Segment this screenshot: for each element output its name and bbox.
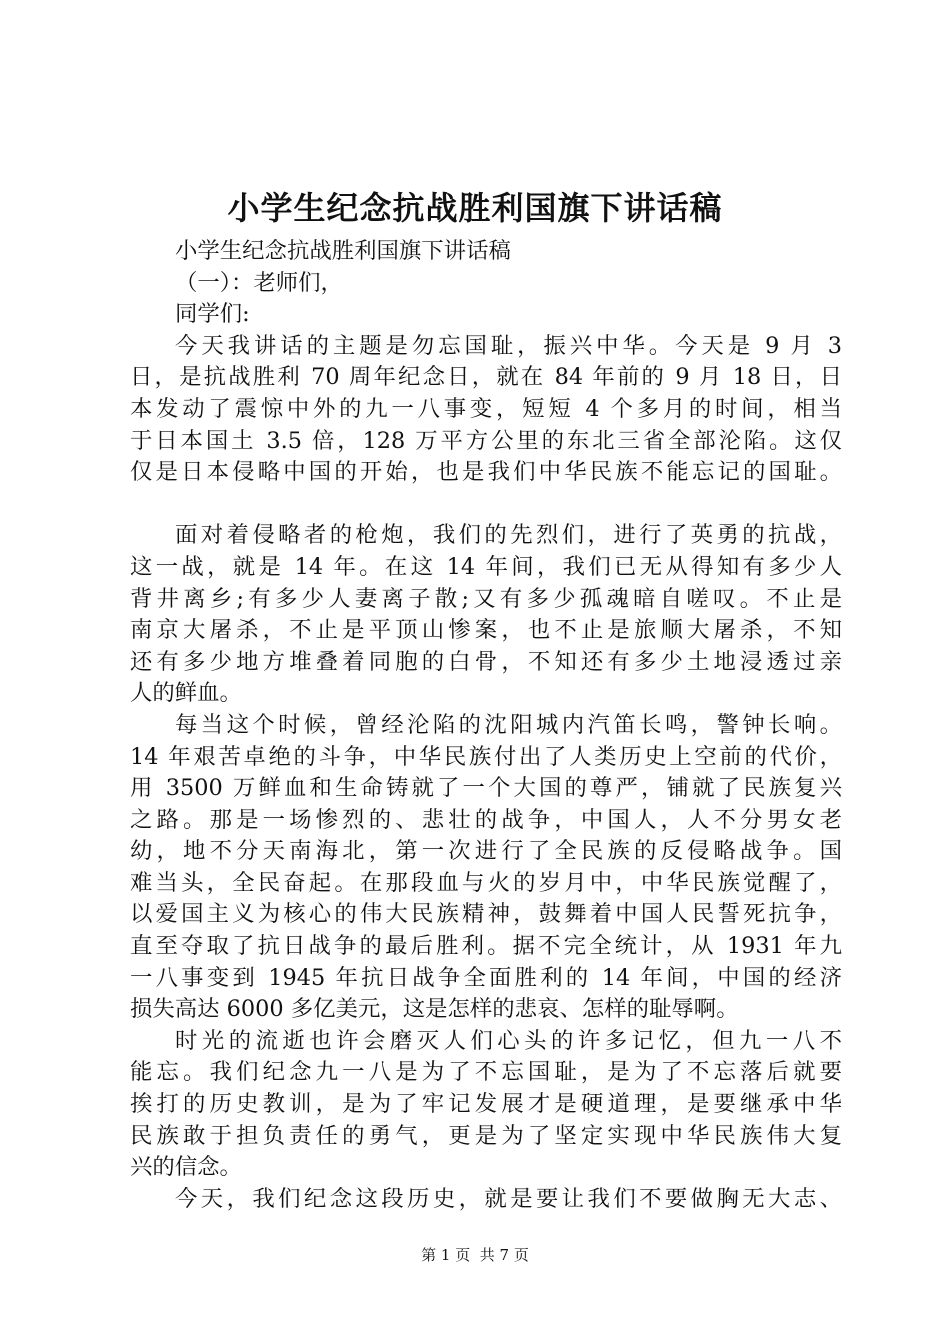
page-footer (0, 1245, 950, 1265)
blank-line (130, 489, 842, 521)
text-line: 用 3500 万鲜血和生命铸就了一个大国的尊严，铺就了民族复兴 (130, 775, 842, 802)
text-line: 以爱国主义为核心的伟大民族精神，鼓舞着中国人民誓死抗争， (130, 901, 842, 928)
text-line: 能忘。我们纪念九一八是为了不忘国耻，是为了不忘落后就要 (130, 1059, 842, 1086)
text-line: 这一战，就是 14 年。在这 14 年间，我们已无从得知有多少人 (130, 553, 842, 580)
text-line: 之路。那是一场惨烈的、悲壮的战争，中国人，人不分男女老 (130, 806, 842, 833)
text-line: 于日本国土 3.5 倍，128 万平方公里的东北三省全部沦陷。这仅 (130, 427, 842, 454)
text-line: 14 年艰苦卓绝的斗争，中华民族付出了人类历史上空前的代价， (130, 743, 842, 770)
page-number: 第 1 页 (421, 1246, 471, 1264)
text-line: 还有多少地方堆叠着同胞的白骨，不知还有多少土地浸透过亲 (130, 648, 842, 675)
text-line: 今天我讲话的主题是勿忘国耻，振兴中华。今天是 9 月 3 (175, 332, 842, 359)
text-line: 一八事变到 1945 年抗日战争全面胜利的 14 年间，中国的经济 (130, 964, 842, 991)
text-line: 同学们: (175, 301, 250, 328)
text-line: 日，是抗战胜利 70 周年纪念日，就在 84 年前的 9 月 18 日，日 (130, 364, 842, 391)
text-line: 面对着侵略者的枪炮，我们的先烈们，进行了英勇的抗战， (175, 522, 842, 549)
text-line: 人的鲜血。 (130, 680, 242, 707)
document-title: 小学生纪念抗战胜利国旗下讲话稿 (227, 189, 723, 227)
text-line: 南京大屠杀，不止是平顶山惨案，也不止是旅顺大屠杀，不知 (130, 617, 842, 644)
text-line: 小学生纪念抗战胜利国旗下讲话稿 (175, 238, 511, 264)
page-total: 共 7 页 (479, 1246, 529, 1264)
text-line: 时光的流逝也许会磨灭人们心头的许多记忆，但九一八不 (175, 1027, 842, 1054)
text-line: 仅是日本侵略中国的开始，也是我们中华民族不能忘记的国耻。 (130, 459, 842, 486)
text-line: 挨打的历史教训，是为了牢记发展才是硬道理，是要继承中华 (130, 1091, 842, 1118)
text-line: 损失高达 6000 多亿美元，这是怎样的悲哀、怎样的耻辱啊。 (130, 996, 739, 1023)
text-line: 本发动了震惊中外的九一八事变，短短 4 个多月的时间，相当 (130, 395, 842, 422)
document-body (130, 236, 842, 1215)
text-line: 直至夺取了抗日战争的最后胜利。据不完全统计，从 1931 年九 (130, 933, 842, 960)
text-line: 今天，我们纪念这段历史，就是要让我们不要做胸无大志、 (175, 1185, 842, 1212)
text-line: 背井离乡;有多少人妻离子散;又有多少孤魂暗自嗟叹。不止是 (130, 585, 842, 612)
text-line: 每当这个时候，曾经沦陷的沈阳城内汽笛长鸣，警钟长响。 (175, 711, 842, 738)
text-line: 兴的信念。 (130, 1154, 242, 1181)
text-line: 难当头，全民奋起。在那段血与火的岁月中，中华民族觉醒了， (130, 869, 842, 896)
text-line: 民族敢于担负责任的勇气，更是为了坚定实现中华民族伟大复 (130, 1122, 842, 1149)
text-line: 幼，地不分天南海北，第一次进行了全民族的反侵略战争。国 (130, 838, 842, 865)
text-line: （一）：老师们， (175, 269, 343, 296)
